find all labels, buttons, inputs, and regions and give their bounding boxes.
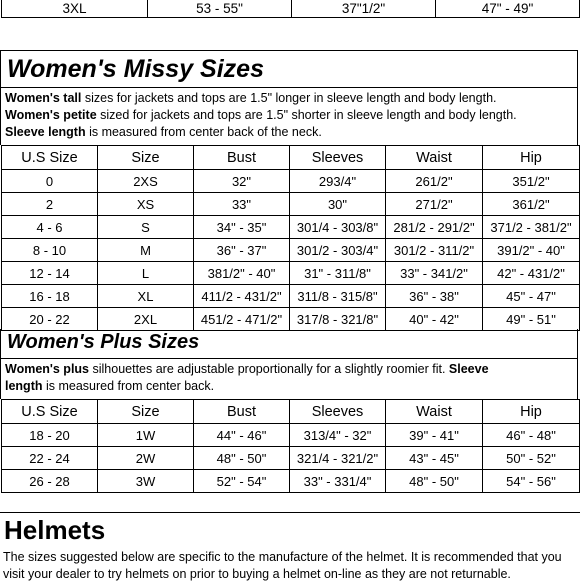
cell: 18 - 20 xyxy=(2,424,98,447)
cell: 44" - 46" xyxy=(194,424,290,447)
table-header-row xyxy=(2,146,580,170)
table-row xyxy=(2,262,580,285)
column-header: Bust xyxy=(194,146,290,170)
cell: 43" - 45" xyxy=(386,447,483,470)
cell: 293/4" xyxy=(290,170,386,193)
missy-notes xyxy=(0,88,578,145)
cell: 411/2 - 431/2" xyxy=(194,285,290,308)
column-header: Sleeves xyxy=(290,146,386,170)
cell: 33" - 341/2" xyxy=(386,262,483,285)
cell: XS xyxy=(98,193,194,216)
cell: L xyxy=(98,262,194,285)
plus-size-table xyxy=(0,399,580,493)
prev-table-fragment xyxy=(0,0,580,18)
cell: 381/2" - 40" xyxy=(194,262,290,285)
column-header: Size xyxy=(98,146,194,170)
column-header: U.S Size xyxy=(2,146,98,170)
column-header: Waist xyxy=(386,400,483,424)
table-row xyxy=(2,308,580,331)
cell: 391/2" - 40" xyxy=(483,239,580,262)
cell: 317/8 - 321/8" xyxy=(290,308,386,331)
note-line: visit your dealer to try helmets on prior to buying a helmet on-line as they are not returnable. xyxy=(3,567,511,581)
cell: 31" - 311/8" xyxy=(290,262,386,285)
cell: 26 - 28 xyxy=(2,470,98,493)
cell: 34" - 35" xyxy=(194,216,290,239)
missy-section-title: Women's Missy Sizes xyxy=(0,50,578,88)
plus-section-title: Women's Plus Sizes xyxy=(0,329,578,358)
cell: 40" - 42" xyxy=(386,308,483,331)
column-header: Waist xyxy=(386,146,483,170)
cell: 451/2 - 471/2" xyxy=(194,308,290,331)
cell: 45" - 47" xyxy=(483,285,580,308)
cell: 281/2 - 291/2" xyxy=(386,216,483,239)
table-row xyxy=(2,470,580,493)
note-line: length is measured from center back. xyxy=(5,379,215,393)
cell: 361/2" xyxy=(483,193,580,216)
table-row xyxy=(2,239,580,262)
cell: 261/2" xyxy=(386,170,483,193)
table-row xyxy=(2,447,580,470)
cell: 20 - 22 xyxy=(2,308,98,331)
note-line: Women's tall sizes for jackets and tops are 1.5" longer in sleeve length and body length. xyxy=(5,91,497,105)
cell: 3W xyxy=(98,470,194,493)
cell: 16 - 18 xyxy=(2,285,98,308)
table-row xyxy=(2,216,580,239)
cell: 2XL xyxy=(98,308,194,331)
cell: 49" - 51" xyxy=(483,308,580,331)
note-line: The sizes suggested below are specific to the manufacture of the helmet. It is recommended that you xyxy=(3,550,562,564)
helmets-section-title: Helmets xyxy=(0,512,580,548)
cell: 22 - 24 xyxy=(2,447,98,470)
cell: 371/2 - 381/2" xyxy=(483,216,580,239)
note-line: Sleeve length is measured from center back of the neck. xyxy=(5,125,322,139)
cell: 48" - 50" xyxy=(386,470,483,493)
cell: 4 - 6 xyxy=(2,216,98,239)
cell: 50" - 52" xyxy=(483,447,580,470)
helmets-notes xyxy=(0,549,580,583)
cell: 30" xyxy=(290,193,386,216)
cell: 33" xyxy=(194,193,290,216)
cell: 301/2 - 303/4" xyxy=(290,239,386,262)
cell: 3XL xyxy=(2,0,148,18)
cell: 37"1/2" xyxy=(292,0,436,18)
note-line: Women's plus silhouettes are adjustable proportionally for a slightly roomier fit. Sleeve xyxy=(5,362,489,376)
cell: 301/2 - 311/2" xyxy=(386,239,483,262)
cell: 12 - 14 xyxy=(2,262,98,285)
cell: 2 xyxy=(2,193,98,216)
cell: 47" - 49" xyxy=(436,0,580,18)
cell: 36" - 37" xyxy=(194,239,290,262)
cell: 42" - 431/2" xyxy=(483,262,580,285)
table-row xyxy=(2,170,580,193)
cell: 39" - 41" xyxy=(386,424,483,447)
cell: M xyxy=(98,239,194,262)
cell: 2W xyxy=(98,447,194,470)
note-line: Women's petite sized for jackets and tops are 1.5" shorter in sleeve length and body length. xyxy=(5,108,517,122)
cell: XL xyxy=(98,285,194,308)
cell: 46" - 48" xyxy=(483,424,580,447)
cell: 1W xyxy=(98,424,194,447)
cell: 53 - 55" xyxy=(148,0,292,18)
column-header: Sleeves xyxy=(290,400,386,424)
cell: 52" - 54" xyxy=(194,470,290,493)
column-header: Size xyxy=(98,400,194,424)
column-header: Hip xyxy=(483,146,580,170)
cell: 8 - 10 xyxy=(2,239,98,262)
cell: 54" - 56" xyxy=(483,470,580,493)
column-header: Hip xyxy=(483,400,580,424)
missy-size-table xyxy=(0,145,580,331)
column-header: U.S Size xyxy=(2,400,98,424)
cell: 321/4 - 321/2" xyxy=(290,447,386,470)
cell: 351/2" xyxy=(483,170,580,193)
table-header-row xyxy=(2,400,580,424)
cell: 301/4 - 303/8" xyxy=(290,216,386,239)
plus-notes xyxy=(0,358,578,399)
cell: 48" - 50" xyxy=(194,447,290,470)
table-row xyxy=(2,0,580,18)
cell: 271/2" xyxy=(386,193,483,216)
cell: 0 xyxy=(2,170,98,193)
cell: 33" - 331/4" xyxy=(290,470,386,493)
cell: 311/8 - 315/8" xyxy=(290,285,386,308)
cell: 36" - 38" xyxy=(386,285,483,308)
cell: S xyxy=(98,216,194,239)
cell: 2XS xyxy=(98,170,194,193)
table-row xyxy=(2,424,580,447)
cell: 32" xyxy=(194,170,290,193)
cell: 313/4" - 32" xyxy=(290,424,386,447)
table-row xyxy=(2,193,580,216)
column-header: Bust xyxy=(194,400,290,424)
table-row xyxy=(2,285,580,308)
